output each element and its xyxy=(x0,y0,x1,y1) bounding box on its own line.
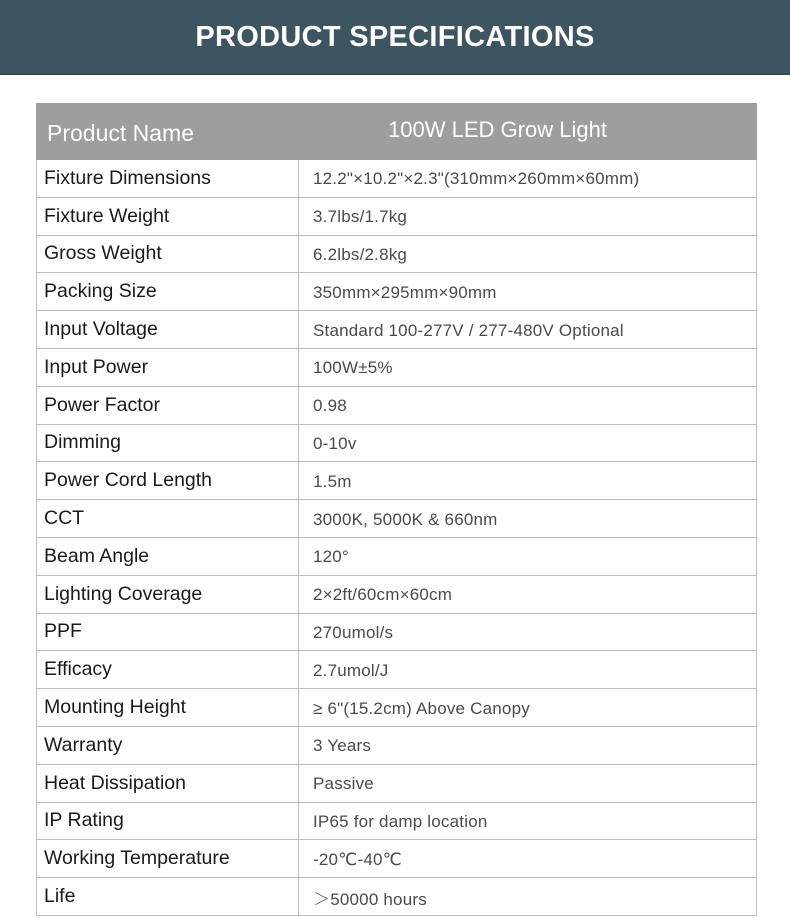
spec-name-cell: Packing Size xyxy=(37,273,299,311)
spec-value-cell: Passive xyxy=(299,764,757,802)
spec-value-cell: ＞50000 hours xyxy=(299,878,757,916)
spec-name-cell: Warranty xyxy=(37,726,299,764)
spec-value-cell: 100W±5% xyxy=(299,348,757,386)
spec-name-cell: Fixture Dimensions xyxy=(37,160,299,198)
spec-value-cell: 0-10v xyxy=(299,424,757,462)
spec-table xyxy=(36,103,757,916)
spec-value-cell: -20℃-40℃ xyxy=(299,840,757,878)
table-row xyxy=(37,840,757,878)
table-row xyxy=(37,613,757,651)
table-row xyxy=(37,689,757,727)
spec-name-cell: Lighting Coverage xyxy=(37,575,299,613)
table-row xyxy=(37,802,757,840)
spec-name-cell: PPF xyxy=(37,613,299,651)
table-header-row xyxy=(37,104,757,160)
spec-value-cell: 2.7umol/J xyxy=(299,651,757,689)
spec-name-cell: Mounting Height xyxy=(37,689,299,727)
spec-value-cell: 3000K, 5000K & 660nm xyxy=(299,500,757,538)
spec-name-cell: Heat Dissipation xyxy=(37,764,299,802)
spec-value-cell: IP65 for damp location xyxy=(299,802,757,840)
spec-name-cell: Input Voltage xyxy=(37,311,299,349)
spec-name-cell: Power Factor xyxy=(37,386,299,424)
spec-value-cell: 12.2"×10.2"×2.3"(310mm×260mm×60mm) xyxy=(299,160,757,198)
spec-value-cell: 1.5m xyxy=(299,462,757,500)
table-row xyxy=(37,500,757,538)
spec-value-cell: 120° xyxy=(299,537,757,575)
spec-name-cell: Input Power xyxy=(37,348,299,386)
page-title: PRODUCT SPECIFICATIONS xyxy=(195,20,595,53)
table-row xyxy=(37,197,757,235)
spec-value-cell: 3 Years xyxy=(299,726,757,764)
table-row xyxy=(37,726,757,764)
spec-value-cell: ≥ 6"(15.2cm) Above Canopy xyxy=(299,689,757,727)
spec-value-cell: 2×2ft/60cm×60cm xyxy=(299,575,757,613)
spec-name-cell: Power Cord Length xyxy=(37,462,299,500)
table-row xyxy=(37,651,757,689)
title-banner xyxy=(0,0,790,75)
table-row xyxy=(37,386,757,424)
spec-name-cell: Working Temperature xyxy=(37,840,299,878)
spec-value-cell: 270umol/s xyxy=(299,613,757,651)
spec-name-cell: Fixture Weight xyxy=(37,197,299,235)
spec-value-cell: 6.2lbs/2.8kg xyxy=(299,235,757,273)
spec-value-cell: 3.7lbs/1.7kg xyxy=(299,197,757,235)
spec-name-cell: Gross Weight xyxy=(37,235,299,273)
table-row xyxy=(37,575,757,613)
table-row xyxy=(37,462,757,500)
table-row xyxy=(37,311,757,349)
table-row xyxy=(37,235,757,273)
spec-name-cell: IP Rating xyxy=(37,802,299,840)
spec-name-cell: CCT xyxy=(37,500,299,538)
header-value-cell: 100W LED Grow Light xyxy=(299,104,757,160)
table-row xyxy=(37,424,757,462)
spec-name-cell: Dimming xyxy=(37,424,299,462)
spec-value-cell: 350mm×295mm×90mm xyxy=(299,273,757,311)
table-row xyxy=(37,537,757,575)
table-row xyxy=(37,273,757,311)
table-row xyxy=(37,878,757,916)
table-row xyxy=(37,764,757,802)
header-name-cell: Product Name xyxy=(37,104,299,160)
spec-name-cell: Beam Angle xyxy=(37,537,299,575)
table-row xyxy=(37,348,757,386)
table-row xyxy=(37,160,757,198)
spec-value-cell: 0.98 xyxy=(299,386,757,424)
spec-name-cell: Life xyxy=(37,878,299,916)
spec-name-cell: Efficacy xyxy=(37,651,299,689)
spec-value-cell: Standard 100-277V / 277-480V Optional xyxy=(299,311,757,349)
